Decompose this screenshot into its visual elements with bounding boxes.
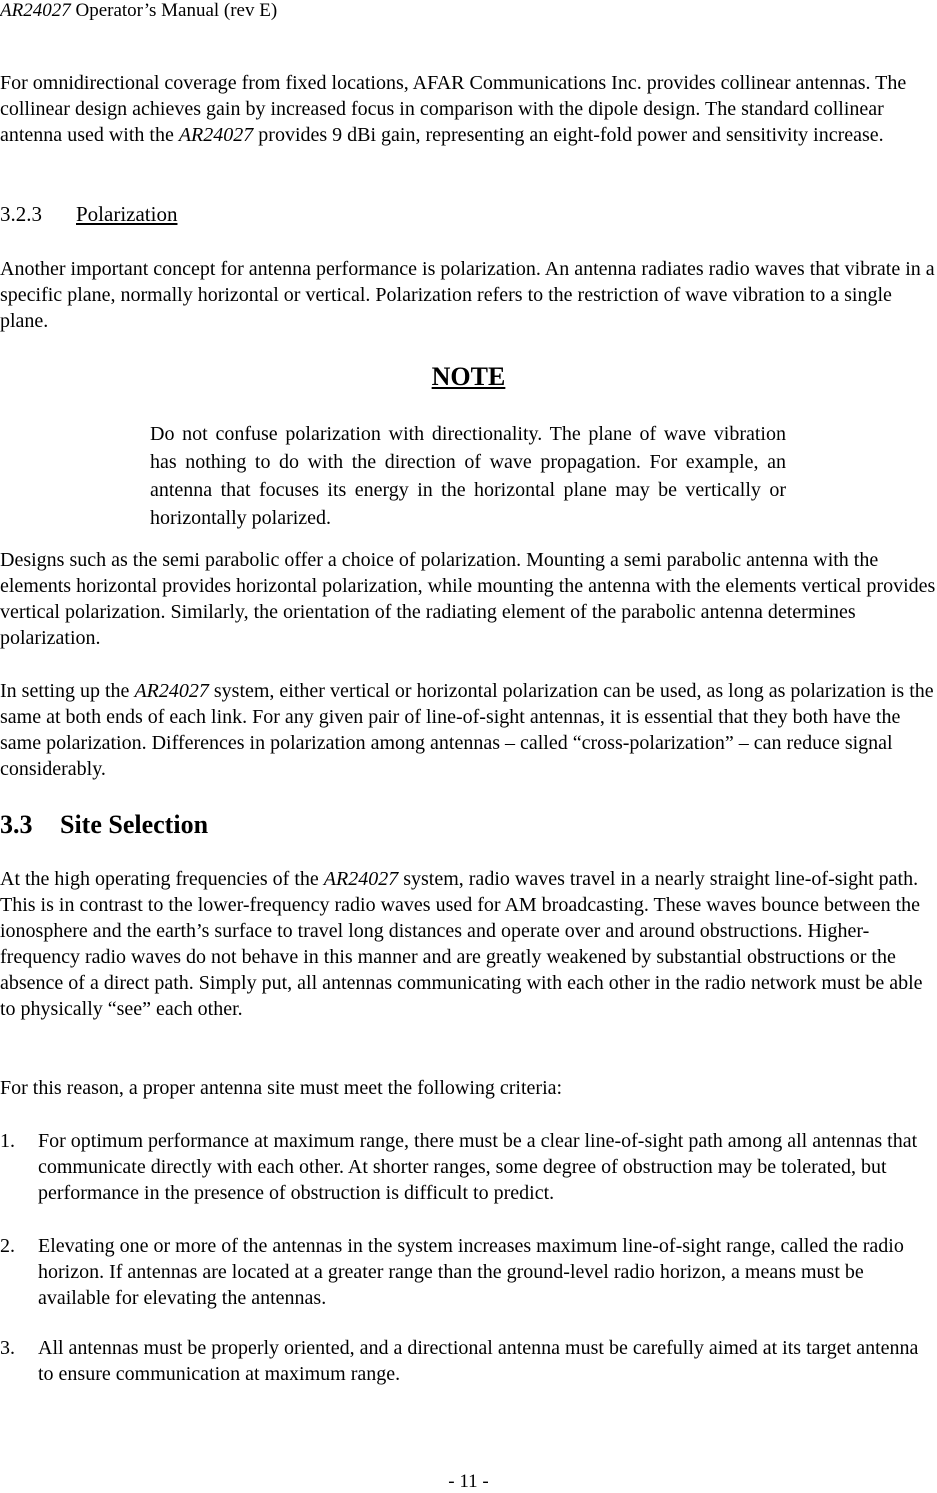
section-heading-polarization: 3.2.3 Polarization <box>0 202 178 226</box>
note-title: NOTE <box>431 362 506 391</box>
paragraph-semi-parabolic: Designs such as the semi parabolic offer a choice of polarization. Mounting a semi parabolic antenna with the elements horizontal provides horizontal polarization, while mounting the antenna with the elements vertical provides vertical polarization. Similarly, the orientation of the radiating element of the parabolic antenna determines polarization. <box>0 549 936 649</box>
paragraph-line-of-sight: At the high operating frequencies of the AR24027 system, radio waves travel in a nearly straight line-of-sight path. This is in contrast to the lower-frequency radio waves used for AM broadcasting. These waves bounce between the ionosphere and the earth’s surface to travel long distances and operate over and around obstructions. Higher-frequency radio waves do not behave in this manner and are greatly weakened by substantial obstructions or the absence of a direct path. Simply put, all antennas communicating with each other in the radio network must be able to physically “see” each other. <box>0 868 923 1020</box>
paragraph-criteria-intro: For this reason, a proper antenna site must meet the following criteria: <box>0 1077 563 1099</box>
page-number: - 11 - <box>448 1471 489 1492</box>
list-item: 3. All antennas must be properly oriented, and a directional antenna must be carefully aimed at its target antenna to ensure communication at maximum range. <box>0 1337 919 1385</box>
note-body: Do not confuse polarization with directionality. The plane of wave vibration has nothing to do with the direction of wave propagation. For example, an antenna that focuses its energy in the horizontal plane may be vertically or horizontally polarized. <box>150 423 786 529</box>
paragraph-setup: In setting up the AR24027 system, either vertical or horizontal polarization can be used, as long as polarization is the same at both ends of each link. For any given pair of line-of-sight antennas, it is essential that they both have the same polarization. Differences in polarization among antennas – called “cross-polarization” – can reduce signal considerably. <box>0 680 934 780</box>
running-header <box>0 0 277 23</box>
list-item: 1. For optimum performance at maximum range, there must be a clear line-of-sight path among all antennas that communicate directly with each other. At shorter ranges, some degree of obstruction may be tolerated, but performance in the presence of obstruction is difficult to predict. <box>0 1130 918 1204</box>
header-title: Operator’s Manual (rev E) <box>70 0 278 21</box>
list-item: 2. Elevating one or more of the antennas in the system increases maximum line-of-sight range, called the radio horizon. If antennas are located at a greater range than the ground-level radio horizon, a means must be available for elevating the antennas. <box>0 1235 904 1309</box>
header-product: AR24027 <box>0 0 71 21</box>
paragraph-collinear: For omnidirectional coverage from fixed locations, AFAR Communications Inc. provides collinear antennas. The collinear design achieves gain by increased focus in comparison with the dipole design. The standard collinear antenna used with the AR24027 provides 9 dBi gain, representing an eight-fold power and sensitivity increase. <box>0 72 907 146</box>
paragraph-polarization: Another important concept for antenna performance is polarization. An antenna radiates radio waves that vibrate in a specific plane, normally horizontal or vertical. Polarization refers to the restriction of wave vibration to a single plane. <box>0 258 935 332</box>
section-heading-site-selection: 3.3 Site Selection <box>0 810 209 839</box>
